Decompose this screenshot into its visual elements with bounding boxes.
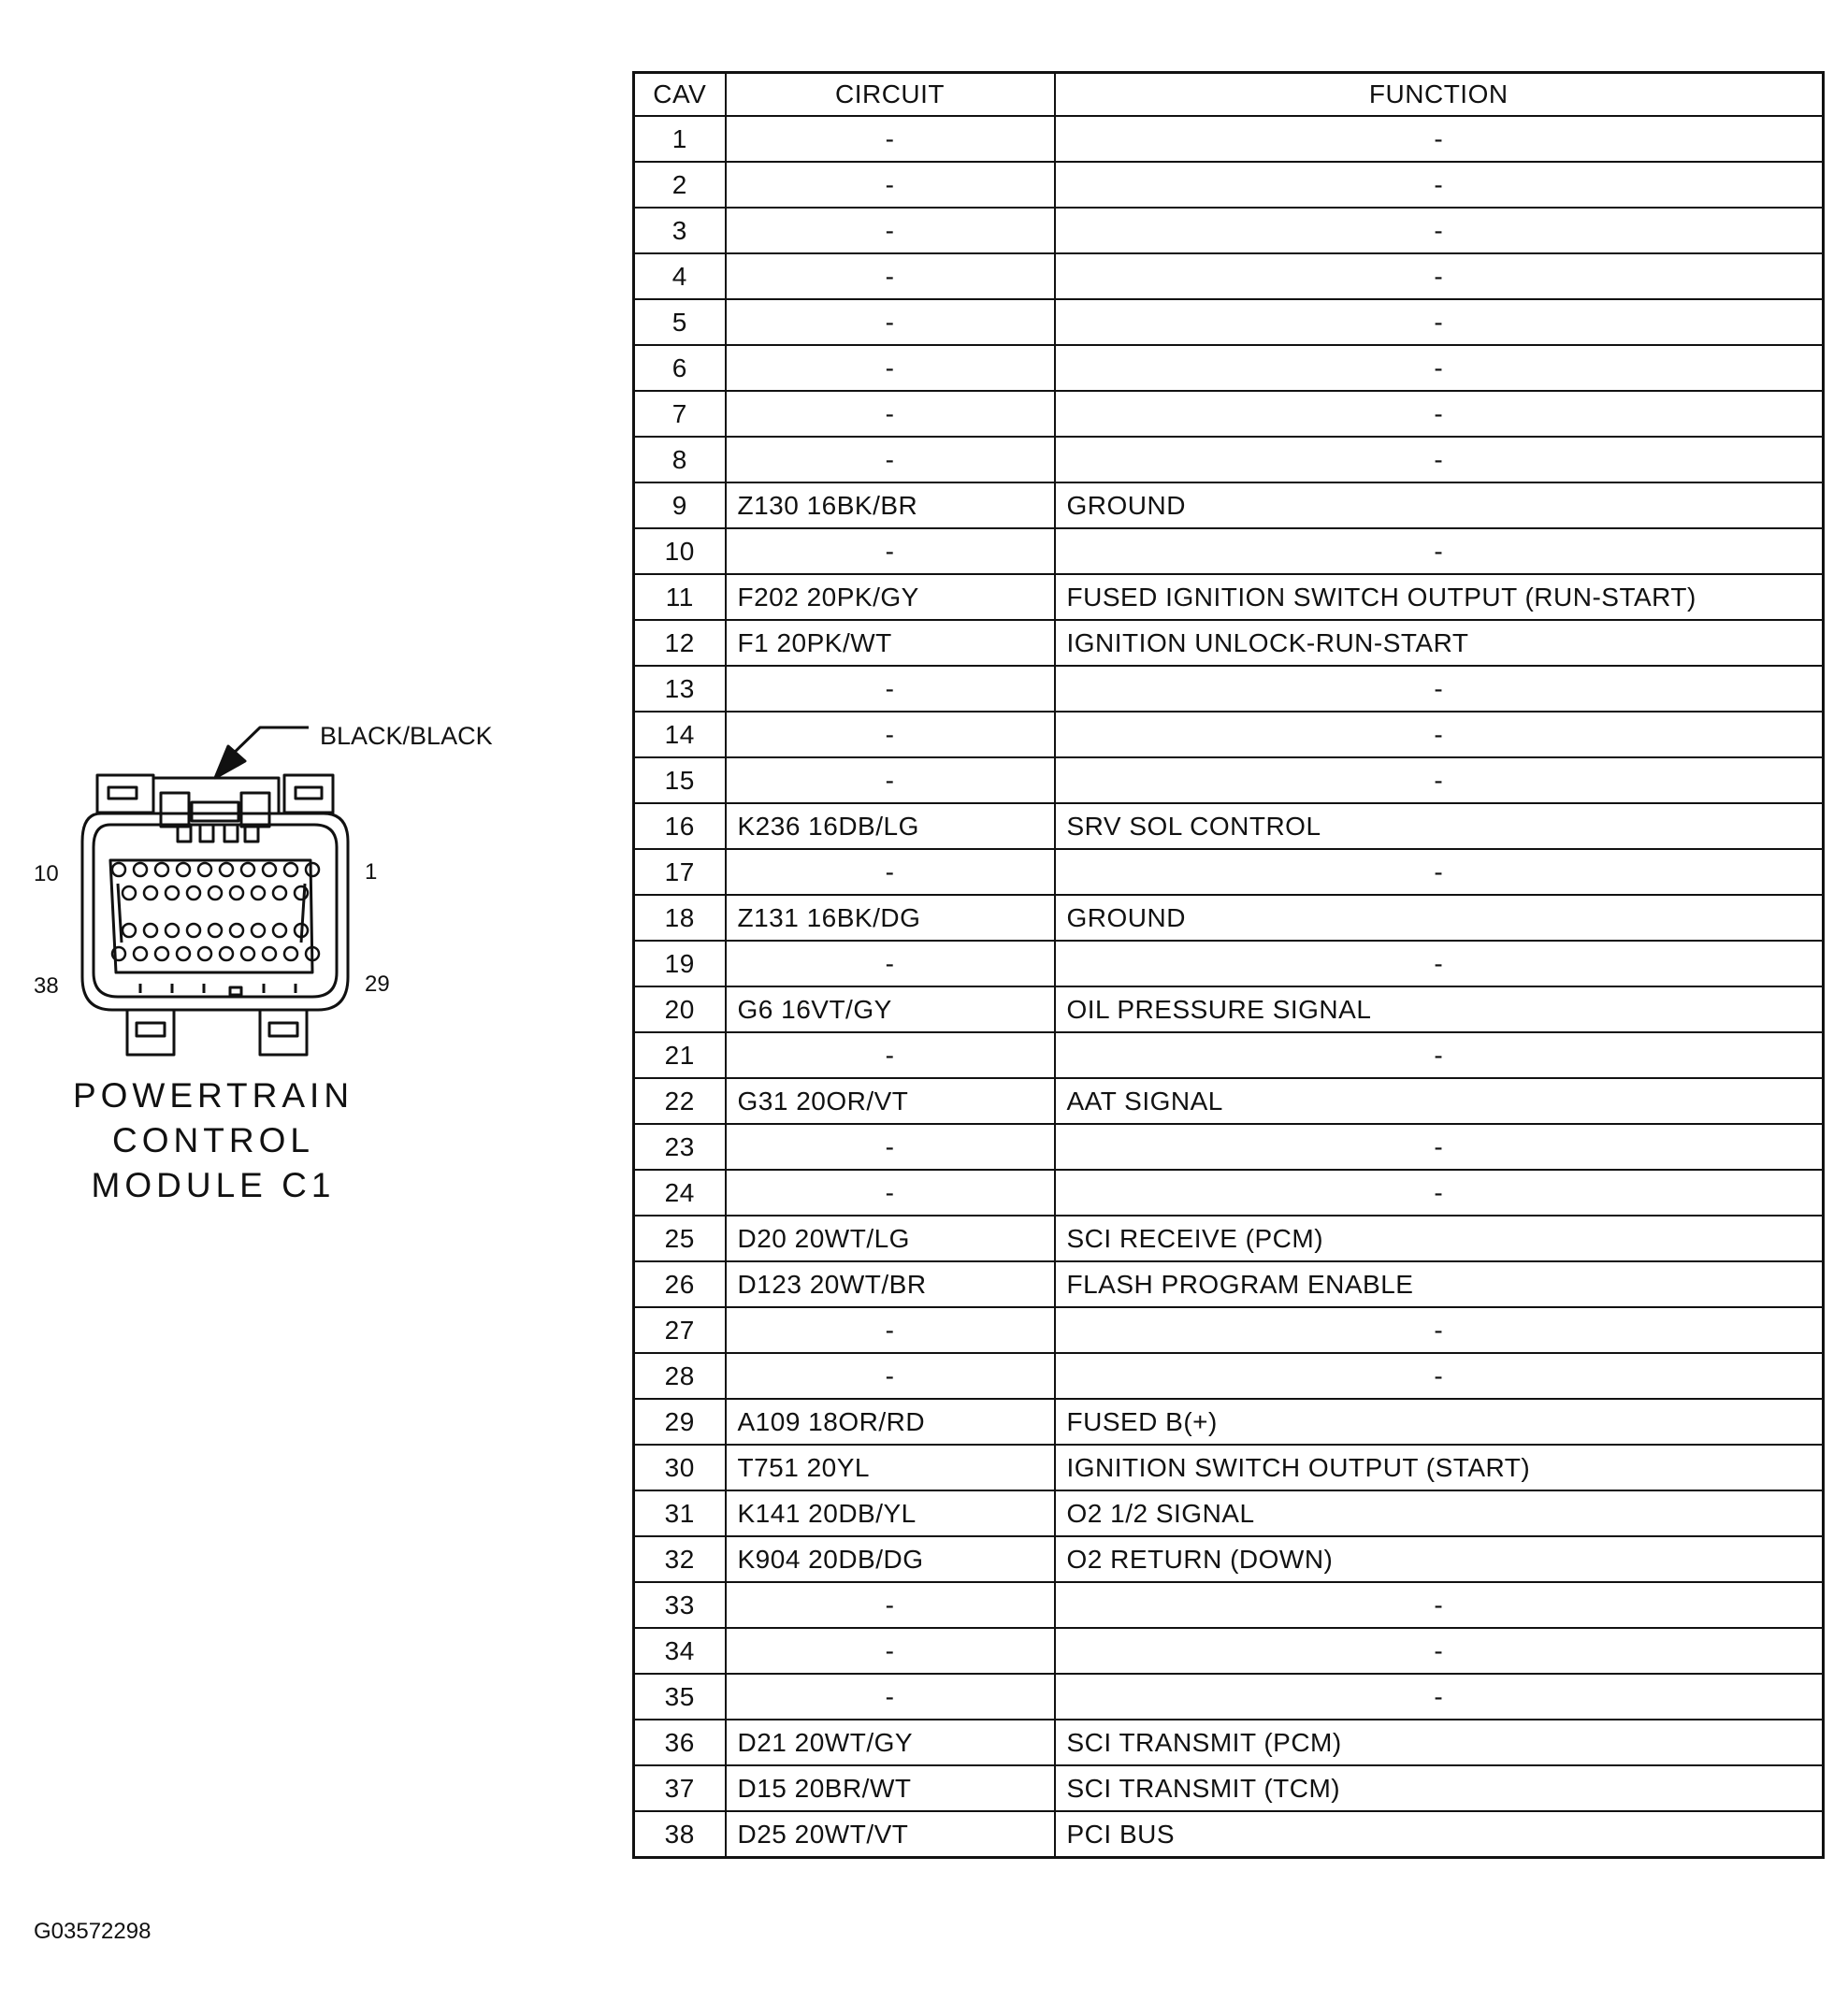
function-cell: - xyxy=(1055,1124,1824,1170)
connector-pin xyxy=(155,947,168,960)
circuit-cell: - xyxy=(726,1674,1055,1720)
header-function: FUNCTION xyxy=(1055,73,1824,117)
pinout-table-container xyxy=(632,71,1822,1859)
table-row xyxy=(634,986,1824,1032)
circuit-cell: D123 20WT/BR xyxy=(726,1261,1055,1307)
table-row xyxy=(634,1353,1824,1399)
circuit-cell: T751 20YL xyxy=(726,1445,1055,1490)
connector-pin xyxy=(295,886,308,900)
function-cell: AAT SIGNAL xyxy=(1055,1078,1824,1124)
connector-pin xyxy=(177,863,190,876)
function-cell: - xyxy=(1055,208,1824,253)
cav-cell: 16 xyxy=(634,803,726,849)
connector-pin xyxy=(230,886,243,900)
connector-pin xyxy=(155,863,168,876)
right-latch-tab xyxy=(284,775,333,813)
table-row xyxy=(634,299,1824,345)
function-cell: SCI TRANSMIT (PCM) xyxy=(1055,1720,1824,1765)
function-cell: - xyxy=(1055,253,1824,299)
cav-cell: 36 xyxy=(634,1720,726,1765)
circuit-cell: - xyxy=(726,1582,1055,1628)
function-cell: - xyxy=(1055,666,1824,712)
cav-cell: 21 xyxy=(634,1032,726,1078)
connector-pin xyxy=(166,924,179,937)
connector-pin xyxy=(134,863,147,876)
cav-cell: 2 xyxy=(634,162,726,208)
function-cell: - xyxy=(1055,1032,1824,1078)
circuit-cell: - xyxy=(726,1124,1055,1170)
circuit-cell: - xyxy=(726,1170,1055,1216)
cav-cell: 29 xyxy=(634,1399,726,1445)
circuit-cell: D15 20BR/WT xyxy=(726,1765,1055,1811)
header-circuit: CIRCUIT xyxy=(726,73,1055,117)
table-row xyxy=(634,1811,1824,1858)
connector-pin xyxy=(112,863,125,876)
circuit-cell: - xyxy=(726,162,1055,208)
table-row xyxy=(634,116,1824,162)
circuit-cell: - xyxy=(726,299,1055,345)
table-row xyxy=(634,1078,1824,1124)
right-foot xyxy=(260,1010,307,1055)
cav-cell: 14 xyxy=(634,712,726,757)
cav-cell: 23 xyxy=(634,1124,726,1170)
circuit-cell: - xyxy=(726,757,1055,803)
connector-pin xyxy=(187,924,200,937)
circuit-cell: - xyxy=(726,1307,1055,1353)
cav-cell: 27 xyxy=(634,1307,726,1353)
circuit-cell: - xyxy=(726,208,1055,253)
pin-label-top-right: 1 xyxy=(365,859,378,885)
function-cell: FLASH PROGRAM ENABLE xyxy=(1055,1261,1824,1307)
connector-name-line-3: MODULE C1 xyxy=(91,1166,336,1204)
table-row xyxy=(634,1445,1824,1490)
circuit-cell: - xyxy=(726,437,1055,482)
function-cell: O2 RETURN (DOWN) xyxy=(1055,1536,1824,1582)
table-row xyxy=(634,849,1824,895)
function-cell: - xyxy=(1055,391,1824,437)
circuit-cell: - xyxy=(726,345,1055,391)
cav-cell: 13 xyxy=(634,666,726,712)
table-row xyxy=(634,1490,1824,1536)
connector-pin xyxy=(144,886,157,900)
table-row xyxy=(634,345,1824,391)
circuit-cell: Z130 16BK/BR xyxy=(726,482,1055,528)
cav-cell: 20 xyxy=(634,986,726,1032)
table-row xyxy=(634,574,1824,620)
function-cell: PCI BUS xyxy=(1055,1811,1824,1858)
connector-pin xyxy=(252,886,265,900)
table-row xyxy=(634,803,1824,849)
function-cell: SRV SOL CONTROL xyxy=(1055,803,1824,849)
circuit-cell: A109 18OR/RD xyxy=(726,1399,1055,1445)
cav-cell: 8 xyxy=(634,437,726,482)
cav-cell: 15 xyxy=(634,757,726,803)
function-cell: - xyxy=(1055,1307,1824,1353)
cav-cell: 1 xyxy=(634,116,726,162)
function-cell: - xyxy=(1055,437,1824,482)
cav-cell: 18 xyxy=(634,895,726,941)
connector-pin xyxy=(177,947,190,960)
table-row xyxy=(634,757,1824,803)
connector-pin xyxy=(123,886,136,900)
cav-cell: 24 xyxy=(634,1170,726,1216)
function-cell: FUSED B(+) xyxy=(1055,1399,1824,1445)
pinout-table xyxy=(632,71,1825,1859)
table-row xyxy=(634,391,1824,437)
table-row xyxy=(634,1307,1824,1353)
cav-cell: 25 xyxy=(634,1216,726,1261)
function-cell: - xyxy=(1055,299,1824,345)
connector-pin xyxy=(198,947,211,960)
function-cell: - xyxy=(1055,162,1824,208)
cav-cell: 10 xyxy=(634,528,726,574)
function-cell: - xyxy=(1055,345,1824,391)
pin-label-bottom-right: 29 xyxy=(365,972,390,997)
connector-pin xyxy=(273,924,286,937)
cav-cell: 28 xyxy=(634,1353,726,1399)
connector-pin xyxy=(209,886,222,900)
circuit-cell: F1 20PK/WT xyxy=(726,620,1055,666)
circuit-cell: K904 20DB/DG xyxy=(726,1536,1055,1582)
connector-pins xyxy=(112,863,319,960)
function-cell: - xyxy=(1055,941,1824,986)
connector-pin xyxy=(166,886,179,900)
header-cav: CAV xyxy=(634,73,726,117)
function-cell: GROUND xyxy=(1055,895,1824,941)
cav-cell: 37 xyxy=(634,1765,726,1811)
circuit-cell: - xyxy=(726,116,1055,162)
table-row xyxy=(634,895,1824,941)
circuit-cell: - xyxy=(726,712,1055,757)
cav-cell: 22 xyxy=(634,1078,726,1124)
center-lock xyxy=(153,778,279,813)
figure-id: G03572298 xyxy=(34,1919,152,1944)
color-label-leader xyxy=(229,727,309,757)
circuit-cell: - xyxy=(726,849,1055,895)
connector-pin xyxy=(187,886,200,900)
circuit-cell: - xyxy=(726,253,1055,299)
table-row xyxy=(634,941,1824,986)
cav-cell: 17 xyxy=(634,849,726,895)
function-cell: - xyxy=(1055,712,1824,757)
table-row xyxy=(634,1032,1824,1078)
circuit-cell: - xyxy=(726,391,1055,437)
connector-pin xyxy=(123,924,136,937)
connector-pin xyxy=(209,924,222,937)
circuit-cell: - xyxy=(726,941,1055,986)
table-row xyxy=(634,1170,1824,1216)
table-row xyxy=(634,208,1824,253)
circuit-cell: D21 20WT/GY xyxy=(726,1720,1055,1765)
cav-cell: 7 xyxy=(634,391,726,437)
table-row xyxy=(634,162,1824,208)
table-row xyxy=(634,1720,1824,1765)
function-cell: IGNITION SWITCH OUTPUT (START) xyxy=(1055,1445,1824,1490)
connector-pin xyxy=(263,863,276,876)
table-row xyxy=(634,712,1824,757)
cav-cell: 32 xyxy=(634,1536,726,1582)
connector-pin xyxy=(144,924,157,937)
function-cell: SCI RECEIVE (PCM) xyxy=(1055,1216,1824,1261)
circuit-cell: - xyxy=(726,1353,1055,1399)
circuit-cell: G6 16VT/GY xyxy=(726,986,1055,1032)
table-row xyxy=(634,1536,1824,1582)
cav-cell: 19 xyxy=(634,941,726,986)
function-cell: - xyxy=(1055,849,1824,895)
function-cell: O2 1/2 SIGNAL xyxy=(1055,1490,1824,1536)
table-row xyxy=(634,437,1824,482)
function-cell: IGNITION UNLOCK-RUN-START xyxy=(1055,620,1824,666)
circuit-cell: D25 20WT/VT xyxy=(726,1811,1055,1858)
circuit-cell: K141 20DB/YL xyxy=(726,1490,1055,1536)
connector-pin xyxy=(220,863,233,876)
pin-label-bottom-left: 38 xyxy=(34,973,59,999)
cav-cell: 11 xyxy=(634,574,726,620)
function-cell: - xyxy=(1055,757,1824,803)
cav-cell: 4 xyxy=(634,253,726,299)
function-cell: - xyxy=(1055,116,1824,162)
circuit-cell: - xyxy=(726,1628,1055,1674)
table-row xyxy=(634,1216,1824,1261)
function-cell: - xyxy=(1055,1628,1824,1674)
left-foot xyxy=(127,1010,174,1055)
table-row xyxy=(634,253,1824,299)
color-label-arrowhead xyxy=(215,746,245,778)
table-row xyxy=(634,1674,1824,1720)
connector-pin xyxy=(230,924,243,937)
connector-pin xyxy=(241,863,254,876)
connector-name-line-1: POWERTRAIN xyxy=(72,1076,354,1115)
cav-cell: 35 xyxy=(634,1674,726,1720)
cav-cell: 31 xyxy=(634,1490,726,1536)
connector-pin xyxy=(284,863,297,876)
circuit-cell: - xyxy=(726,666,1055,712)
cav-cell: 34 xyxy=(634,1628,726,1674)
connector-pin xyxy=(134,947,147,960)
cav-cell: 3 xyxy=(634,208,726,253)
table-row xyxy=(634,1765,1824,1811)
cav-cell: 33 xyxy=(634,1582,726,1628)
cav-cell: 9 xyxy=(634,482,726,528)
connector-pin xyxy=(263,947,276,960)
cav-cell: 26 xyxy=(634,1261,726,1307)
table-row xyxy=(634,1399,1824,1445)
function-cell: - xyxy=(1055,1674,1824,1720)
function-cell: GROUND xyxy=(1055,482,1824,528)
cav-cell: 5 xyxy=(634,299,726,345)
function-cell: - xyxy=(1055,528,1824,574)
cav-cell: 12 xyxy=(634,620,726,666)
circuit-cell: Z131 16BK/DG xyxy=(726,895,1055,941)
table-row xyxy=(634,1124,1824,1170)
function-cell: FUSED IGNITION SWITCH OUTPUT (RUN-START) xyxy=(1055,574,1824,620)
table-row xyxy=(634,666,1824,712)
table-row xyxy=(634,1261,1824,1307)
circuit-cell: D20 20WT/LG xyxy=(726,1216,1055,1261)
table-header-row xyxy=(634,73,1824,117)
function-cell: SCI TRANSMIT (TCM) xyxy=(1055,1765,1824,1811)
function-cell: OIL PRESSURE SIGNAL xyxy=(1055,986,1824,1032)
pin-label-top-left: 10 xyxy=(34,861,59,886)
connector-pin xyxy=(241,947,254,960)
connector-pin xyxy=(220,947,233,960)
table-row xyxy=(634,482,1824,528)
circuit-cell: - xyxy=(726,528,1055,574)
function-cell: - xyxy=(1055,1353,1824,1399)
connector-pin xyxy=(306,863,319,876)
connector-pin xyxy=(198,863,211,876)
cav-cell: 38 xyxy=(634,1811,726,1858)
function-cell: - xyxy=(1055,1170,1824,1216)
table-row xyxy=(634,1628,1824,1674)
function-cell: - xyxy=(1055,1582,1824,1628)
cav-cell: 6 xyxy=(634,345,726,391)
connector-name-line-2: CONTROL xyxy=(112,1121,314,1159)
table-row xyxy=(634,620,1824,666)
cav-cell: 30 xyxy=(634,1445,726,1490)
table-row xyxy=(634,1582,1824,1628)
circuit-cell: - xyxy=(726,1032,1055,1078)
left-latch-tab xyxy=(97,775,153,813)
connector-pin xyxy=(252,924,265,937)
circuit-cell: F202 20PK/GY xyxy=(726,574,1055,620)
connector-pin xyxy=(284,947,297,960)
connector-housing xyxy=(82,813,348,1010)
table-row xyxy=(634,528,1824,574)
circuit-cell: K236 16DB/LG xyxy=(726,803,1055,849)
connector-pin xyxy=(273,886,286,900)
color-label: BLACK/BLACK xyxy=(320,722,493,750)
circuit-cell: G31 20OR/VT xyxy=(726,1078,1055,1124)
